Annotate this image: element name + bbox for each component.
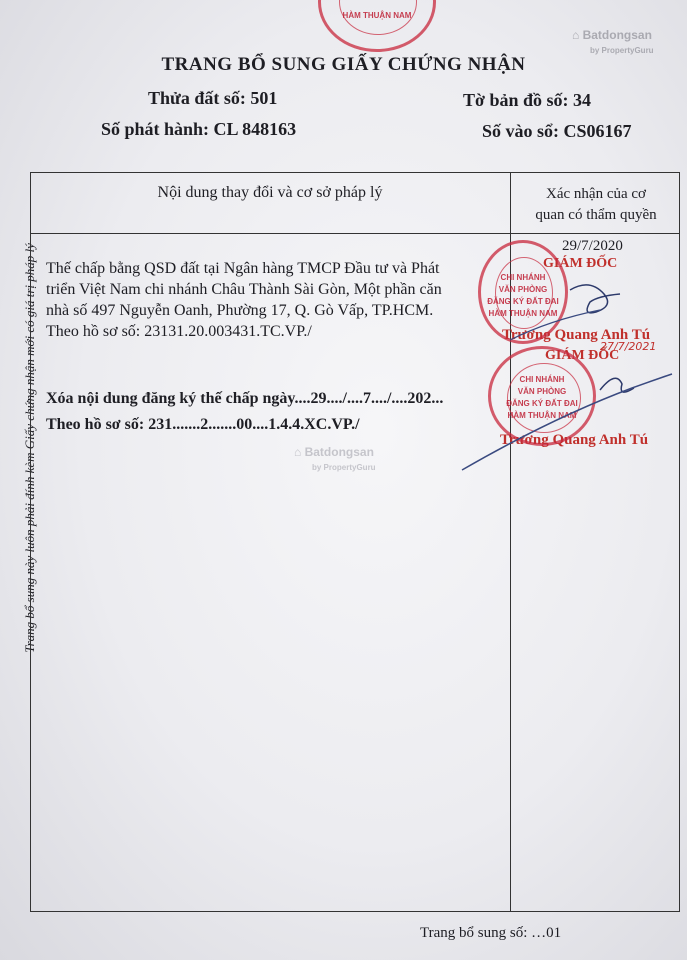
signature-2 [600,378,634,392]
watermark-top: ⌂ Batdongsan by PropertyGuru [572,28,654,55]
column-header-confirmation: Xác nhận của cơ quan có thẩm quyền [535,186,657,223]
issue-number: Số phát hành: CL 848163 [101,119,297,139]
entry1-sweep [510,310,600,340]
signature-sweep [462,374,672,470]
top-seal: HÀM THUẬN NAM [318,0,436,52]
registry-number: Số vào sổ: CS06167 [482,121,632,141]
watermark-center-logo-icon: ⌂ [294,445,302,459]
entry2-signer: Trương Quang Anh Tú [500,432,649,448]
watermark-center: ⌂ Batdongsan by PropertyGuru [294,445,376,472]
parcel-number: Thửa đất số: 501 [148,88,278,108]
watermark-logo-icon: ⌂ [572,28,580,42]
entry1-date: 29/7/2020 [562,238,623,254]
entry1-signer: Trương Quang Anh Tú [502,327,651,343]
entry2-date-handwritten: 27/7/2021 [600,340,657,353]
entry-release-file: Theo hồ sơ số: 231.......2.......00....1.4.4.XC.VP./ [46,416,360,433]
side-note: Trang bổ sung này luôn phải đính kèm Giấy chứng nhận mới có giá trị pháp lý [22,243,37,653]
signature-1 [570,285,620,313]
page-title: TRANG BỔ SUNG GIẤY CHỨNG NHẬN [161,54,526,75]
entry-mortgage: Thế chấp bằng QSD đất tại Ngân hàng TMCP Đầu tư và Phát triển Việt Nam chi nhánh Châu Thành Sài Gòn, Một phần căn nhà số 497 Nguyễn Oanh, Phường 17, Q. Gò Vấp, TP.HCM. Theo hồ sơ số: 23131.20.003431.TC.VP./ [46,260,442,340]
entry2-role: GIÁM ĐỐC [545,348,620,363]
header-divider [30,233,680,234]
signature-strokes [450,260,680,480]
column-header-content: Nội dung thay đổi và cơ sở pháp lý [157,184,383,201]
registry-seal-1: CHI NHÁNH VĂN PHÒNG ĐĂNG KÝ ĐẤT ĐAI HÀM THUẬN NAM [478,240,568,344]
entry1-role: GIÁM ĐỐC [543,256,618,271]
supplement-page-number: Trang bổ sung số: …01 [420,925,562,941]
registry-seal-2: CHI NHÁNH VĂN PHÒNG ĐĂNG KÝ ĐẤT ĐAI HÀM THUẬN NAM [488,346,596,446]
map-sheet-number: Tờ bản đồ số: 34 [463,90,592,110]
entry-release-line: Xóa nội dung đăng ký thế chấp ngày....29..../....7..../....202... [46,390,444,407]
